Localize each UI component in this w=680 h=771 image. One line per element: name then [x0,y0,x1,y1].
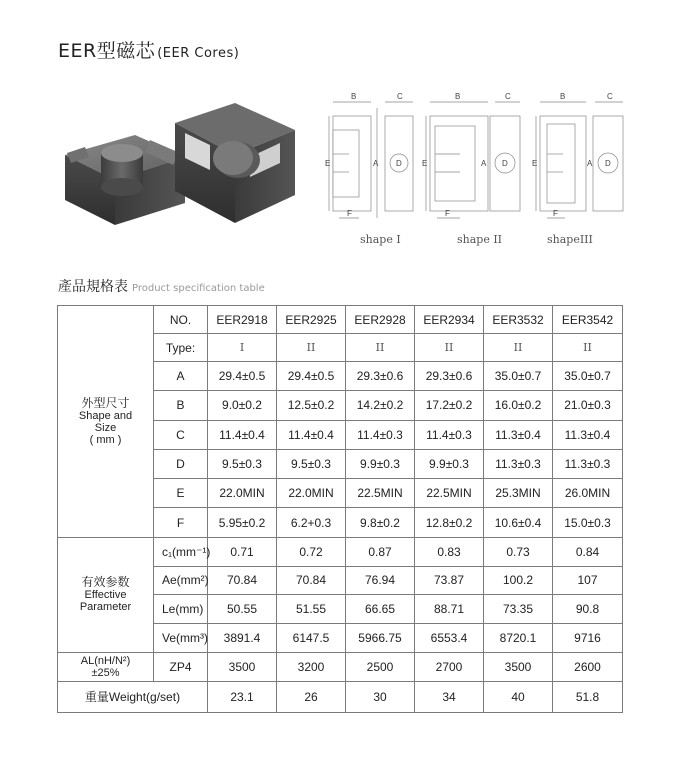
type-cell: II [484,334,553,362]
value-cell: 16.0±0.2 [484,391,553,420]
dim-d-1: D [396,159,402,168]
model-header: EER2918 [208,306,277,334]
header-row [58,306,623,334]
value-cell: 50.55 [208,595,277,624]
value-cell: 51.55 [277,595,346,624]
eff-group-en2: Parameter [79,601,132,614]
value-cell: 11.3±0.3 [553,449,623,478]
shape-group-en2: Size [94,421,117,434]
group-cell [58,537,154,652]
value-cell: 34 [415,681,484,712]
dim-a-3: A [587,159,593,168]
value-cell: 70.84 [277,566,346,595]
value-cell: 12.5±0.2 [277,391,346,420]
row-label: Type: [154,334,208,362]
dim-b-2: B [455,92,461,101]
dim-c-3: C [607,92,613,101]
value-cell: 107 [553,566,623,595]
value-cell: 0.84 [553,537,623,566]
spec-table-title [58,276,265,296]
left-core-half [65,135,185,225]
value-cell: 3891.4 [208,624,277,653]
value-cell: 2600 [553,652,623,681]
table-row [58,537,623,566]
caption-shape-2: shape II [457,233,503,246]
row-label: B [154,391,208,420]
row-label: E [154,479,208,508]
value-cell: 73.87 [415,566,484,595]
value-cell: 90.8 [553,595,623,624]
value-cell: 21.0±0.3 [553,391,623,420]
caption-shape-3: shapeIII [547,233,593,246]
al-row [58,652,623,681]
value-cell: 3500 [484,652,553,681]
right-core-half [175,103,295,223]
row-label: Ve(mm³) [154,624,208,653]
value-cell: 11.3±0.4 [553,420,623,449]
weight-row [58,681,623,712]
value-cell: 2700 [415,652,484,681]
value-cell: 66.65 [346,595,415,624]
type-cell: II [553,334,623,362]
spec-title-zh: 產品規格表 [58,279,128,295]
value-cell: 5.95±0.2 [208,508,277,537]
type-cell: II [346,334,415,362]
dim-f-2: F [445,209,450,218]
value-cell: 11.4±0.3 [346,420,415,449]
eff-group-en1: Effective [84,589,127,602]
value-cell: 0.87 [346,537,415,566]
row-label: c₁(mm⁻¹) [154,537,208,566]
value-cell: 9.5±0.3 [277,449,346,478]
type-cell: II [277,334,346,362]
value-cell: 76.94 [346,566,415,595]
value-cell: 11.4±0.3 [415,420,484,449]
value-cell: 9.0±0.2 [208,391,277,420]
value-cell: 25.3MIN [484,479,553,508]
value-cell: 0.83 [415,537,484,566]
value-cell: 6147.5 [277,624,346,653]
value-cell: 51.8 [553,681,623,712]
spec-table [57,305,623,713]
dim-e-3: E [532,159,538,168]
value-cell: 11.4±0.4 [277,420,346,449]
dim-f-1: F [347,209,352,218]
dim-d-3: D [605,159,611,168]
value-cell: 26 [277,681,346,712]
value-cell: 100.2 [484,566,553,595]
dim-a-2: A [481,159,487,168]
row-label: A [154,362,208,391]
core-photo [55,95,300,245]
dim-e-1: E [325,159,331,168]
model-header: EER2928 [346,306,415,334]
value-cell: 17.2±0.2 [415,391,484,420]
row-label: F [154,508,208,537]
value-cell: 22.0MIN [208,479,277,508]
caption-shape-1: shape I [360,233,401,246]
dimension-diagram [325,88,650,253]
spec-title-en: Product specification table [132,283,265,294]
al-label-2: ±25% [91,666,120,679]
value-cell: 15.0±0.3 [553,508,623,537]
value-cell: 29.4±0.5 [208,362,277,391]
value-cell: 9.5±0.3 [208,449,277,478]
shape-group-en1: Shape and [78,409,133,422]
value-cell: 0.71 [208,537,277,566]
al-sub-label: ZP4 [154,652,208,681]
page-title [58,36,239,63]
dim-e-2: E [422,159,428,168]
dim-b-1: B [351,92,357,101]
model-header: EER3532 [484,306,553,334]
dim-a-1: A [373,159,379,168]
value-cell: 9.9±0.3 [415,449,484,478]
value-cell: 10.6±0.4 [484,508,553,537]
value-cell: 26.0MIN [553,479,623,508]
value-cell: 3200 [277,652,346,681]
value-cell: 22.5MIN [415,479,484,508]
type-cell: I [208,334,277,362]
weight-label: 重量Weight(g/set) [58,681,208,712]
dim-c-1: C [397,92,403,101]
dim-d-2: D [502,159,508,168]
title-main: EER型磁芯 [58,40,156,62]
value-cell: 88.71 [415,595,484,624]
shape-group-unit: ( mm ) [89,433,122,446]
value-cell: 23.1 [208,681,277,712]
value-cell: 35.0±0.7 [484,362,553,391]
value-cell: 0.73 [484,537,553,566]
value-cell: 30 [346,681,415,712]
value-cell: 40 [484,681,553,712]
value-cell: 9716 [553,624,623,653]
value-cell: 9.8±0.2 [346,508,415,537]
value-cell: 11.3±0.3 [484,449,553,478]
value-cell: 70.84 [208,566,277,595]
value-cell: 11.4±0.4 [208,420,277,449]
value-cell: 5966.75 [346,624,415,653]
value-cell: 6553.4 [415,624,484,653]
value-cell: 14.2±0.2 [346,391,415,420]
eff-group-zh: 有效参数 [81,575,130,590]
dim-c-2: C [505,92,511,101]
al-label-1: AL(nH/N²) [80,654,131,667]
value-cell: 22.0MIN [277,479,346,508]
value-cell: 3500 [208,652,277,681]
row-label: Ae(mm²) [154,566,208,595]
row-label: Le(mm) [154,595,208,624]
value-cell: 22.5MIN [346,479,415,508]
al-label [58,652,154,681]
value-cell: 12.8±0.2 [415,508,484,537]
dim-f-3: F [553,209,558,218]
row-label: D [154,449,208,478]
model-header: EER3542 [553,306,623,334]
title-sub: (EER Cores) [157,46,240,61]
value-cell: 35.0±0.7 [553,362,623,391]
model-header: EER2934 [415,306,484,334]
value-cell: 8720.1 [484,624,553,653]
shape-group-zh: 外型尺寸 [81,395,130,410]
value-cell: 29.3±0.6 [415,362,484,391]
model-header: EER2925 [277,306,346,334]
value-cell: 29.4±0.5 [277,362,346,391]
value-cell: 9.9±0.3 [346,449,415,478]
value-cell: 2500 [346,652,415,681]
value-cell: 29.3±0.6 [346,362,415,391]
type-cell: II [415,334,484,362]
group-cell [58,306,154,538]
value-cell: 0.72 [277,537,346,566]
value-cell: 11.3±0.4 [484,420,553,449]
no-header: NO. [154,306,208,334]
value-cell: 6.2+0.3 [277,508,346,537]
value-cell: 73.35 [484,595,553,624]
row-label: C [154,420,208,449]
dim-b-3: B [560,92,566,101]
